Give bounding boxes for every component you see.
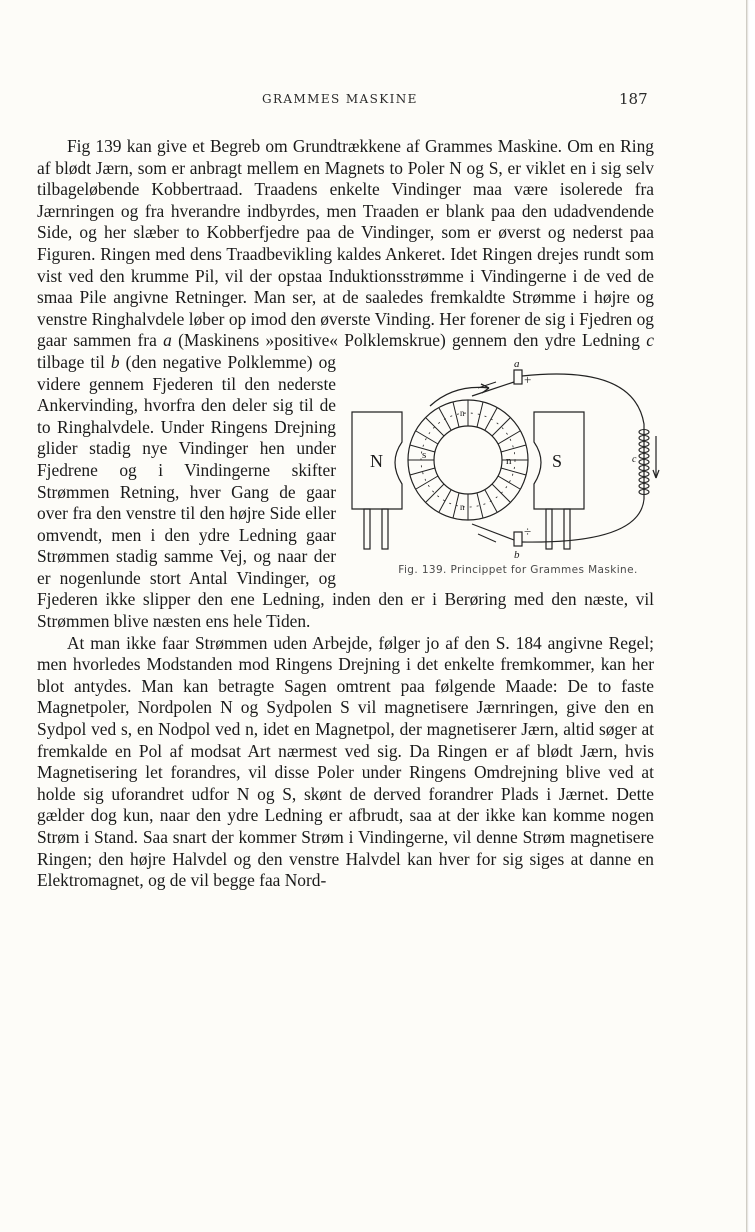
pole-south-label: S [552,450,563,471]
coil-n-label: n [506,454,512,467]
terminal-a-post [514,370,522,384]
body-text [37,136,654,892]
page-edge [746,0,755,1232]
ring-inner [434,426,502,494]
north-pole-stand-right [382,509,388,549]
south-pole-stand-right [564,509,570,549]
terminal-a-label: a [514,357,520,370]
paragraph-1-part-4: (den negative Polklemme) og videre gennem Fjederen til den nederste Ankervinding, hvorfra den deler sig til de to Ringhalvdele. Under Ringens Drejning glider stadig nye Vindinger hen under Fjedrene og i Vindingerne skifter Strømmen Retning, hver Gang de gaar over fra den venstre til den højre Side eller omvendt, men i den ydre Ledning gaar Strømmen stadig samme Vej, og naar der er nogenlunde stort Antal Vindinger, og Fjederen ikke slipper den ene Ledning, inden den er i Berøring med den næste, vil Strømmen blive næsten ens hele Tiden. [37,351,654,632]
var-a: a [163,330,172,351]
north-pole-stand-left [364,509,370,549]
terminal-plus-label: + [524,371,532,387]
coil-bottom-label: n [460,501,465,512]
top-brush [472,382,514,396]
gramme-diagram [344,354,662,564]
paragraph-1-part-3: tilbage til [37,351,111,372]
bottom-brush-arrow [478,534,496,542]
terminal-minus-label: ÷ [524,523,532,539]
paragraph-1-part-1: Fig 139 kan give et Begreb om Grundtrækkene af Grammes Maskine. Om en Ring af blødt Jærn, som er anbragt mellem en Magnets to Poler N og S, er viklet en i sig selv tilbageløbende Kobbertraad. Traadens enkelte Vindinger maa være isolerede fra Jærnringen og fra hverandre indbyrdes, men Traaden er blank paa den udadvendende Side, og her slæber to Kobberfjedre paa de Vindinger, som er øverst og nederst paa Figuren. Ringen med dens Traadbevikling kaldes Ankeret. Idet Ringen drejes rundt som vist ved den krumme Pil, vil der opstaa Induktionsstrømme i Vindingerne i de ved de smaa Pile angivne Retninger. Man ser, at de saaledes fremkaldte Strømme i højre og venstre Ringhalvdele løber op imod den øverste Vinding. Her forener de sig i Fjedren og gaar sammen fra [37,136,654,351]
rotation-arrow [430,387,489,406]
var-c: c [646,330,654,351]
bottom-brush [472,524,514,540]
pole-north-label: N [370,450,383,471]
terminal-b-post [514,532,522,546]
paragraph-1 [37,136,654,633]
south-pole-stand-left [546,509,552,549]
figure-139 [344,354,662,584]
var-b: b [110,351,120,372]
page-number: 187 [619,90,648,108]
figure-caption: Fig. 139. Princippet for Grammes Maskine. [398,564,638,577]
terminal-b-label: b [514,548,520,561]
wire-c-label: c [632,453,637,465]
coil-s-label: s [422,448,427,461]
paragraph-2: At man ikke faar Strømmen uden Arbejde, følger jo af den S. 184 angivne Regel; men hvorledes Modstanden mod Ringens Drejning i det enkelte fremkommer, kan her blot antydes. Man kan betragte Sagen omtrent paa følgende Maade: De to faste Magnetpoler, Nordpolen N og Sydpolen S vil magnetisere Jærnringen, give den en Sydpol ved s, en Nodpol ved n, idet en Magnetpol, der magnetiserer Jærn, altid søger at fremkalde en Pol af modsat Art nærmest ved sig. Da Ringen er af blødt Jærn, hvis Magnetisering let forandres, vil disse Poler under Ringens Omdrejning blive ved at holde sig uforandret udfor N og S, skønt de derved forandrer Plads i Jærnet. Dette gælder dog kun, naar den ydre Ledning er afbrudt, saa at der ikke kan komme nogen Strøm i Stand. Saa snart der kommer Strøm i Vindingerne, vil denne Strøm magnetisere Ringen; den højre Halvdel og den venstre Halvdel kan hver for sig siges at danne en Elektromagnet, og de vil begge faa Nord- [37,632,654,891]
paragraph-1-part-2: (Maskinens »positive« Polklemskrue) gennem den ydre Ledning [171,330,647,351]
running-title: GRAMMES MASKINE [262,92,418,106]
coil-top-label: n [460,407,465,418]
